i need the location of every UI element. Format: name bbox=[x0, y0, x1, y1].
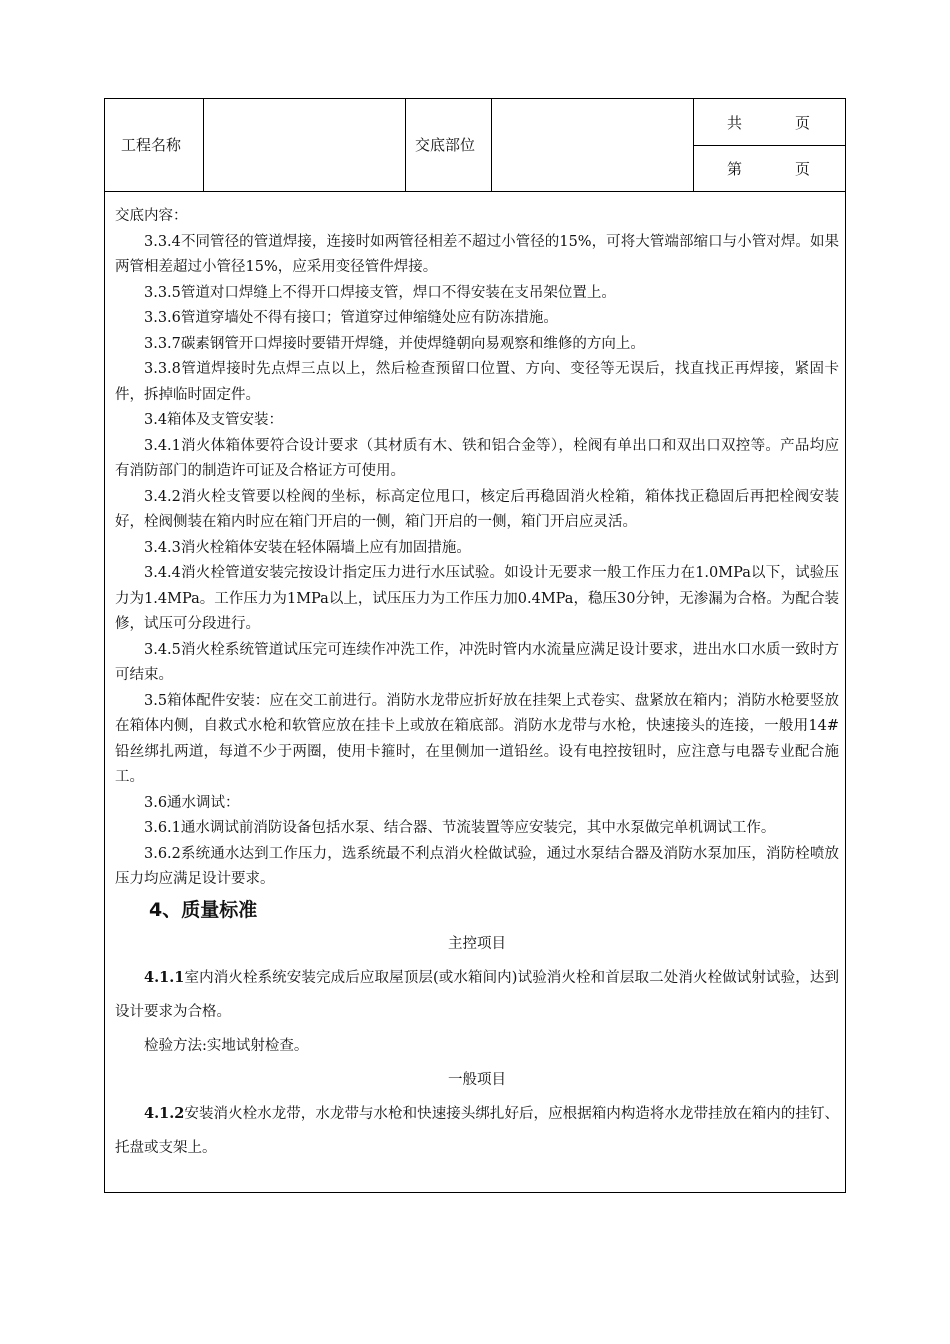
paragraph: 3.3.6管道穿墙处不得有接口；管道穿过伸缩缝处应有防冻措施。 bbox=[144, 310, 558, 326]
section-title: 4、质量标准 bbox=[149, 898, 258, 921]
divider bbox=[405, 99, 406, 192]
content-label: 交底内容： bbox=[115, 208, 188, 224]
divider bbox=[491, 99, 492, 192]
disclosure-form bbox=[104, 98, 846, 1193]
paragraph: 3.4.3消火栓箱体安装在轻体隔墙上应有加固措施。 bbox=[144, 539, 471, 556]
inspection-method: 检验方法:实地试射检查。 bbox=[144, 1037, 309, 1054]
item-text: 安装消火栓水龙带，水龙带与水枪和快速接头绑扎好后，应根据箱内构造将水龙带挂放在箱内的挂钉、托盘或支架上。 bbox=[115, 1105, 839, 1156]
quality-item bbox=[115, 1097, 839, 1165]
disclosure-content bbox=[115, 204, 839, 1165]
divider bbox=[693, 145, 845, 146]
paragraph: 3.4.4消火栓管道安装完按设计指定压力进行水压试验。如设计无要求一般工作压力在1.0MPa以下，试验压力为1.4MPa。工作压力为1MPa以上，试压压力为工作压力加0.4MPa，稳压30分钟，无渗漏为合格。为配合装修，试压可分段进行。 bbox=[115, 565, 839, 632]
location-label: 交底部位 bbox=[415, 136, 476, 154]
main-items-heading: 主控项目 bbox=[448, 935, 506, 952]
paragraph: 3.6通水调试： bbox=[144, 794, 240, 811]
divider bbox=[203, 99, 204, 192]
total-pages-suffix: 页 bbox=[795, 114, 811, 132]
paragraph: 3.4.5消火栓系统管道试压完可连续作冲洗工作，冲洗时管内水流量应满足设计要求，进出水口水质一致时方可结束。 bbox=[115, 641, 839, 683]
paragraph: 3.6.1通水调试前消防设备包括水泵、结合器、节流装置等应安装完，其中水泵做完单机调试工作。 bbox=[144, 820, 776, 836]
page-number-prefix: 第 bbox=[727, 160, 743, 178]
paragraph: 3.3.4不同管径的管道焊接，连接时如两管径相差不超过小管径的15%，可将大管端部缩口与小管对焊。如果两管相差超过小管径15%，应采用变径管件焊接。 bbox=[115, 233, 839, 275]
item-number: 4.1.2 bbox=[144, 1104, 185, 1122]
form-header bbox=[105, 99, 845, 192]
paragraph: 3.4.2消火栓支管要以栓阀的坐标，标高定位甩口，核定后再稳固消火栓箱，箱体找正稳固后再把栓阀安装好，栓阀侧装在箱内时应在箱门开启的一侧，箱门开启的一侧，箱门开启应灵活。 bbox=[115, 488, 839, 530]
total-pages-prefix: 共 bbox=[727, 114, 743, 132]
item-number: 4.1.1 bbox=[144, 968, 185, 986]
paragraph: 3.4箱体及支管安装： bbox=[144, 412, 284, 428]
general-items-heading: 一般项目 bbox=[448, 1071, 506, 1088]
paragraph: 3.6.2系统通水达到工作压力，选系统最不利点消火栓做试验，通过水泵结合器及消防水泵加压，消防栓喷放压力均应满足设计要求。 bbox=[115, 845, 839, 887]
page-number-suffix: 页 bbox=[795, 160, 811, 178]
item-text: 室内消火栓系统安装完成后应取屋顶层(或水箱间内)试验消火栓和首层取二处消火栓做试射试验，达到设计要求为合格。 bbox=[115, 969, 839, 1020]
quality-item bbox=[115, 961, 839, 1029]
paragraph: 3.3.5管道对口焊缝上不得开口焊接支管，焊口不得安装在支吊架位置上。 bbox=[144, 284, 616, 301]
paragraph: 3.4.1消火体箱体要符合设计要求（其材质有木、铁和铝合金等），栓阀有单出口和双出口双控等。产品均应有消防部门的制造许可证及合格证方可使用。 bbox=[115, 437, 839, 479]
paragraph: 3.5箱体配件安装：应在交工前进行。消防水龙带应折好放在挂架上式卷实、盘紧放在箱内；消防水枪要竖放在箱体内侧，自救式水枪和软管应放在挂卡上或放在箱底部。消防水龙带与水枪，快速接头的连接，一般用14#铅丝绑扎两道，每道不少于两圈，使用卡箍时，在里侧加一道铅丝。设有电控按钮时，应注意与电器专业配合施工。 bbox=[115, 692, 839, 785]
paragraph: 3.3.8管道焊接时先点焊三点以上，然后检查预留口位置、方向、变径等无误后，找直找正再焊接，紧固卡件，拆掉临时固定件。 bbox=[115, 361, 839, 403]
paragraph: 3.3.7碳素钢管开口焊接时要错开焊缝，并使焊缝朝向易观察和维修的方向上。 bbox=[144, 335, 645, 352]
project-name-label: 工程名称 bbox=[121, 136, 182, 154]
